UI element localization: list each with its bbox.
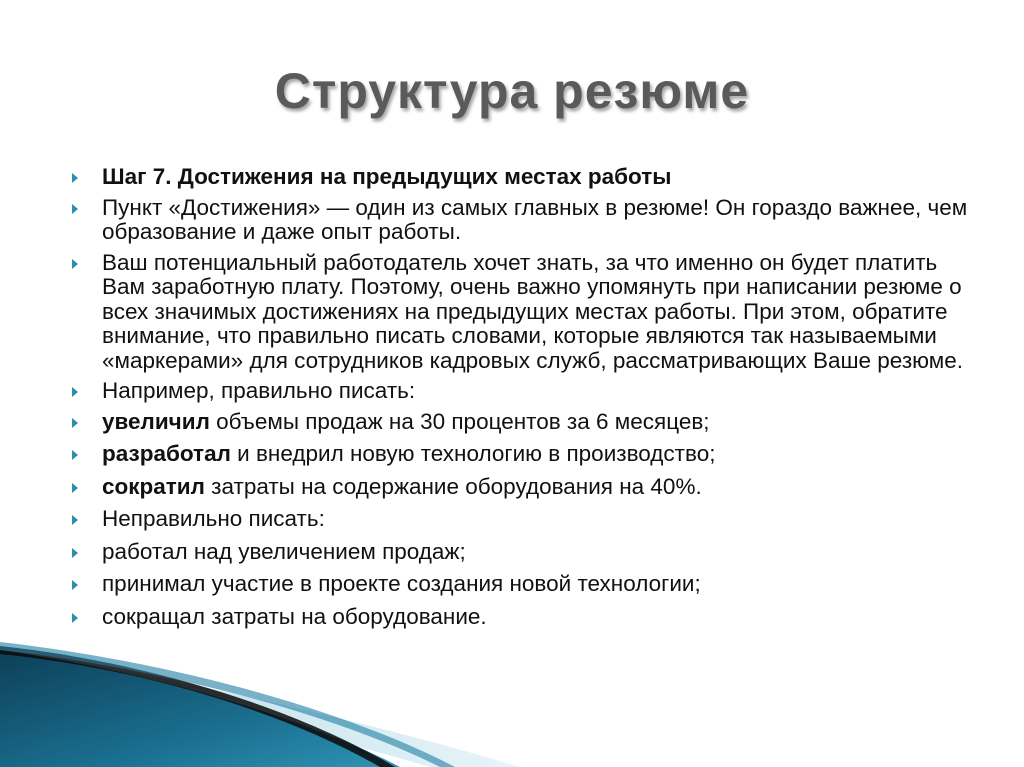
list-item bbox=[72, 605, 972, 630]
arrow-bullet-icon bbox=[72, 387, 78, 397]
item-bold-text: Шаг 7. Достижения на предыдущих местах работы bbox=[102, 164, 672, 189]
item-text: Пункт «Достижения» — один из самых главных в резюме! Он гораздо важнее, чем образование и даже опыт работы. bbox=[102, 194, 968, 244]
item-text: Например, правильно писать: bbox=[102, 378, 416, 403]
arrow-bullet-icon bbox=[72, 418, 78, 428]
list-item bbox=[72, 540, 972, 565]
bullet-list bbox=[72, 165, 972, 637]
arrow-bullet-icon bbox=[72, 204, 78, 214]
list-item bbox=[72, 251, 972, 374]
item-text: объемы продаж на 30 процентов за 6 месяцев; bbox=[209, 408, 710, 434]
arrow-bullet-icon bbox=[72, 580, 78, 590]
arrow-bullet-icon bbox=[72, 450, 78, 460]
list-item bbox=[72, 379, 972, 404]
wave-dark-band bbox=[0, 650, 400, 767]
arrow-bullet-icon bbox=[72, 483, 78, 493]
list-item bbox=[72, 475, 972, 500]
item-text: работал над увеличением продаж; bbox=[102, 538, 466, 564]
list-item bbox=[72, 442, 972, 467]
list-item bbox=[72, 410, 972, 435]
item-bold-text: сократил bbox=[102, 473, 205, 499]
item-text: и внедрил новую технологию в производство; bbox=[230, 441, 716, 466]
item-text: Неправильно писать: bbox=[102, 506, 325, 531]
item-text: сокращал затраты на оборудование. bbox=[102, 603, 487, 629]
item-text: затраты на содержание оборудования на 40%. bbox=[204, 473, 702, 499]
list-item bbox=[72, 165, 972, 190]
list-item bbox=[72, 196, 972, 245]
list-item bbox=[72, 507, 972, 532]
slide-title: Структура резюме bbox=[274, 63, 750, 119]
list-item bbox=[72, 572, 972, 597]
arrow-bullet-icon bbox=[72, 515, 78, 525]
arrow-bullet-icon bbox=[72, 613, 78, 623]
item-text: Ваш потенциальный работодатель хочет знать, за что именно он будет платить Вам заработную плату. Поэтому, очень важно упомянуть при написании резюме о всех значимых достижениях на предыдущих местах работы. При этом, обратите внимание, что правильно писать словами, которые являются так называемыми «маркерами» для сотрудников кадровых служб, рассматривающих Ваше резюме. bbox=[102, 249, 963, 373]
item-text: принимал участие в проекте создания новой технологии; bbox=[102, 571, 701, 596]
item-bold-text: разработал bbox=[102, 441, 231, 466]
item-bold-text: увеличил bbox=[102, 408, 210, 434]
arrow-bullet-icon bbox=[72, 548, 78, 558]
arrow-bullet-icon bbox=[72, 173, 78, 183]
arrow-bullet-icon bbox=[72, 259, 78, 269]
